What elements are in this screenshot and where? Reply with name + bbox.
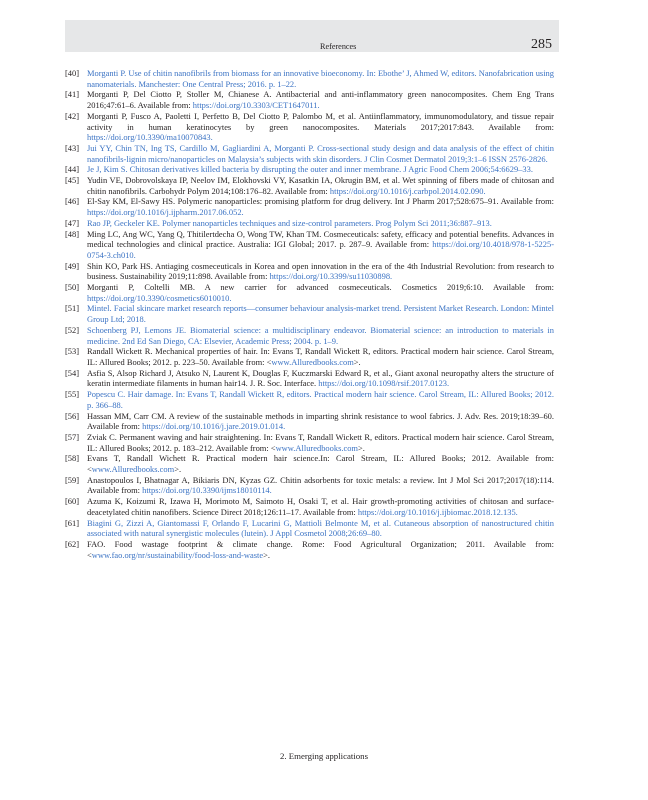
reference-text: Popescu C. Hair damage. In: Evans T, Randall Wickett R, editors. Practical modern hair science. Carol Stream, IL: Allured Books; 2012. p. 366–88.: [87, 389, 554, 410]
reference-link[interactable]: https://doi.org/10.4018/978-1-5225-0754-3.ch010.: [87, 239, 555, 260]
reference-text: Zviak C. Permanent waving and hair straightening. In: Evans T, Randall Wickett R, editors. Practical modern hair science. Carol Stream, IL: Allured Books; 2012. p. 183–212. Available from: <: [87, 431, 554, 453]
reference-number: [50]: [65, 282, 80, 293]
reference-number: [56]: [65, 410, 80, 421]
reference-number: [42]: [65, 110, 80, 121]
reference-link[interactable]: https://doi.org/10.1016/j.ijbiomac.2018.12.135.: [357, 506, 518, 517]
reference-text: Anastopoulos I, Bhatnagar A, Bikiaris DN, Kyzas GZ. Chitin adsorbents for toxic metals: a review. Int J Mol Sci 2017;2017(18):114. Available from:: [87, 474, 554, 496]
reference-item: [65, 111, 554, 143]
reference-text: Azuma K, Koizumi R, Izawa H, Morimoto M, Saimoto H, Osaki T, et al. Hair growth-promoting activities of chitosan and surface-deacetylated chitin nanofibers. Science Direct 2018;126:11–17. Available from:: [87, 496, 554, 517]
reference-item[interactable]: [65, 143, 554, 164]
reference-item[interactable]: [65, 218, 554, 229]
reference-item: [65, 368, 554, 389]
reference-item: [65, 496, 554, 517]
reference-link[interactable]: https://doi.org/10.1016/j.carbpol.2014.02.090.: [329, 185, 486, 196]
reference-number: [53]: [65, 346, 80, 357]
reference-item[interactable]: [65, 518, 554, 539]
reference-number: [44]: [65, 164, 80, 175]
reference-number: [40]: [65, 68, 80, 78]
reference-link[interactable]: https://doi.org/10.3303/CET1647011.: [192, 100, 320, 111]
reference-number: [57]: [65, 431, 80, 442]
reference-item: [65, 282, 554, 303]
reference-item: [65, 453, 554, 474]
reference-text: Ming LC, Ang WC, Yang Q, Thitilertdecha O, Wong TW, Khan TM. Cosmeceuticals: safety, efficacy and potential benefits. Advances in medical technologies and clinical practice. Australia: IGI Global; 2017. p. 287–9. Available from:: [87, 228, 554, 250]
reference-text: Schoenberg PJ, Lemons JE. Biomaterial science: a multidisciplinary endeavor. Biomaterial science: an introduction to materials in medicine. 2nd Ed San Diego, CA: Elsevier, Academic Press; 2004. p. 1–9.: [87, 324, 554, 346]
reference-text: Morganti P, Fusco A, Paoletti I, Perfetto B, Del Ciotto P, Palombo M, et al. Antiinflammatory, immunomodulatory, and tissue repair activity in human keratinocytes by green nanocomposites. Materials 2017;2017:843. Available from:: [87, 110, 554, 132]
reference-text: Morganti P, Del Ciotto P, Stoller M, Chianese A. Antibacterial and anti-inflammatory green nanocomposites. Chem Eng Trans 2016;47:61–6. Available from:: [87, 89, 554, 111]
reference-item[interactable]: [65, 164, 554, 175]
reference-number: [62]: [65, 538, 80, 549]
reference-text: Hassan MM, Carr CM. A review of the sustainable methods in imparting shrink resistance to wool fabrics. J. Adv. Res. 2019;18:39–60. Available from:: [87, 410, 554, 432]
reference-item: [65, 432, 554, 453]
reference-text: FAO. Food wastage footprint & climate change. Rome: Food Agricultural Organization; 2011. Available from: <: [87, 538, 554, 560]
reference-number: [43]: [65, 142, 80, 153]
reference-link[interactable]: https://doi.org/10.3390/ijms18010114.: [142, 485, 272, 496]
reference-number: [46]: [65, 196, 80, 207]
reference-text: Shin KO, Park HS. Antiaging cosmeceuticals in Korea and open innovation in the era of the 4th Industrial Revolution: from research to business. Sustainability 2019;11:898. Available from:: [87, 260, 554, 282]
reference-link[interactable]: https://doi.org/10.3399/su11030898.: [269, 271, 393, 282]
reference-item[interactable]: [65, 389, 554, 410]
reference-link[interactable]: www.fao.org/nr/sustainability/food-loss-and-waste: [91, 549, 264, 560]
reference-number: [47]: [65, 217, 80, 228]
reference-number: [45]: [65, 175, 80, 186]
reference-suffix: >.: [353, 356, 361, 367]
reference-item[interactable]: [65, 325, 554, 346]
reference-item: [65, 89, 554, 110]
reference-number: [49]: [65, 260, 80, 271]
page-number: 285: [531, 37, 552, 52]
reference-text: Morganti P, Coltelli MB. A new carrier for advanced cosmeceuticals. Cosmetics 2019;6:10. Available from:: [87, 282, 554, 293]
reference-number: [59]: [65, 474, 80, 485]
reference-number: [54]: [65, 367, 80, 378]
section-footer: 2. Emerging applications: [279, 751, 369, 761]
reference-item: [65, 196, 554, 217]
reference-item: [65, 475, 554, 496]
reference-number: [61]: [65, 517, 80, 528]
reference-item: [65, 175, 554, 196]
reference-text: Evans T, Randall Wichett R. Practical modern hair science.In: Carol Stream, IL: Allured Books; 2012. Available from: <: [87, 453, 554, 475]
reference-text: Je J, Kim S. Chitosan derivatives killed bacteria by disrupting the outer and inner membrane. J Agric Food Chem 2006;54:6629–33.: [87, 164, 533, 175]
reference-number: [60]: [65, 496, 80, 507]
reference-item: [65, 346, 554, 367]
reference-text: Jui YY, Chin TN, Ing TS, Cardillo M, Gagliardini A, Morganti P. Cross-sectional study design and data analysis of the effect of chitin nanofibrils-lignin micro/nanoparticles on Malaysia’s subjects with skin disorders. J Clin Cosmet Dermatol 2019;3:1–6 ISSN 2576-2826.: [87, 142, 554, 164]
reference-number: [52]: [65, 324, 80, 335]
reference-link[interactable]: https://doi.org/10.3390/cosmetics6010010.: [87, 292, 232, 303]
reference-number: [48]: [65, 228, 80, 239]
reference-number: [41]: [65, 89, 80, 100]
reference-item: [65, 261, 554, 282]
reference-link[interactable]: https://doi.org/10.1098/rsif.2017.0123.: [318, 378, 450, 389]
page-header-band: [65, 20, 559, 52]
reference-item: [65, 411, 554, 432]
reference-link[interactable]: https://doi.org/10.1016/j.ijpharm.2017.06.052.: [87, 207, 244, 218]
reference-text: Rao JP, Geckeler KE. Polymer nanoparticles techniques and size-control parameters. Prog Polym Sci 2011;36:887–913.: [87, 217, 492, 228]
reference-text: Randall Wickett R. Mechanical properties of hair. In: Evans T, Randall Wickett R, editors. Practical modern hair science. Carol Stream, IL: Allured Books; 2012. p. 223–50. Available from: <: [87, 346, 554, 367]
reference-text: Morganti P. Use of chitin nanofibrils from biomass for an innovative bioeconomy. In: Ebothe’ J, Ahmed W, editors. Nanofabrication using nanomaterials. Manchester: One Central Press; 2016. p. 1–22.: [87, 68, 554, 89]
reference-link[interactable]: www.Alluredbooks.com: [271, 356, 354, 367]
reference-item[interactable]: [65, 303, 554, 324]
reference-suffix: >.: [174, 464, 182, 475]
reference-list: [65, 68, 554, 560]
reference-text: Yudin VE, Dobrovolskaya IP, Neelov IM, Elokhovski VY, Kasatkin IA, Okrugin BM, et al. Wet spinning of fibers made of chitosan and chitin nanofibrils. Carbohydr Polym 2014;108:176–82. Available from:: [87, 175, 554, 196]
reference-link[interactable]: https://doi.org/10.1016/j.jare.2019.01.014.: [142, 421, 286, 432]
reference-number: [51]: [65, 303, 80, 314]
reference-number: [58]: [65, 453, 80, 464]
reference-text: El-Say KM, El-Sawy HS. Polymeric nanoparticles: promising platform for drug delivery. Int J Pharm 2017;528:675–91. Available from:: [87, 196, 554, 207]
reference-item: [65, 229, 554, 261]
reference-number: [55]: [65, 389, 80, 400]
reference-text: Mintel. Facial skincare market research reports—consumer behaviour analysis-market trend. Persistent Market Research. London: Mintel Group Ltd; 2018.: [87, 303, 554, 325]
reference-link[interactable]: https://doi.org/10.3390/ma10070843.: [87, 132, 213, 143]
reference-item: [65, 539, 554, 560]
reference-item[interactable]: [65, 68, 554, 89]
reference-text: Biagini G, Zizzi A, Giantomassi F, Orlando F, Lucarini G, Mattioli Belmonte M, et al. Cutaneous absorption of nanostructured chitin associated with natural synergistic molecules (lutein). J Appl Cosmetol 2008;26:69–80.: [87, 517, 554, 539]
reference-link[interactable]: www.Alluredbooks.com: [275, 442, 358, 453]
reference-suffix: >.: [358, 442, 365, 453]
reference-text: Asfia S, Alsop Richard J, Atsuko N, Laurent K, Douglas F, Kuczmarski Edward R, et al., Giant axonal neuropathy alters the structure of keratin intermediate filaments in human hair14. J. R. Soc. Interface.: [87, 367, 554, 389]
reference-link[interactable]: www.Alluredbooks.com: [91, 464, 175, 475]
running-title: References: [320, 42, 357, 51]
reference-suffix: >.: [263, 549, 270, 560]
